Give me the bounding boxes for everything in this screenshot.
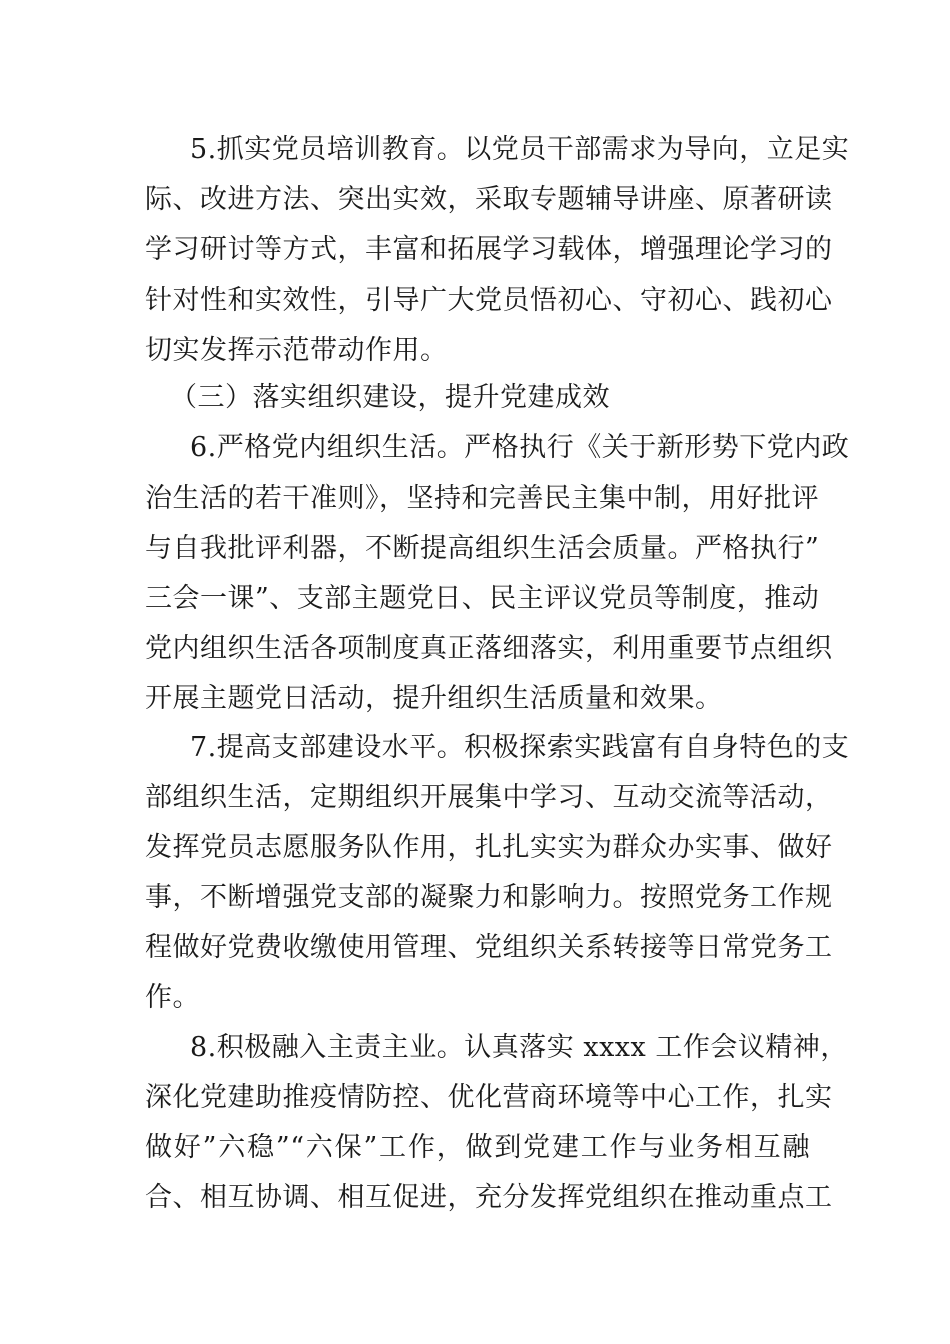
paragraph-line: 部组织生活，定期组织开展集中学习、互动交流等活动， — [145, 782, 833, 813]
paragraph-line: 6.严格党内组织生活。严格执行《关于新形势下党内政 — [190, 432, 850, 463]
paragraph-line: 学习研讨等方式，丰富和拓展学习载体，增强理论学习的 — [145, 234, 833, 265]
paragraph-line: 治生活的若干准则》，坚持和完善民主集中制，用好批评 — [145, 483, 819, 514]
paragraph-line: 作。 — [145, 982, 200, 1013]
paragraph-line: 际、改进方法、突出实效，采取专题辅导讲座、原著研读 — [145, 184, 833, 215]
paragraph-line: 5.抓实党员培训教育。以党员干部需求为导向，立足实 — [190, 134, 850, 165]
paragraph-line: 三会一课”、支部主题党日、民主评议党员等制度，推动 — [145, 583, 820, 614]
paragraph-line: 针对性和实效性，引导广大党员悟初心、守初心、践初心 — [145, 285, 833, 316]
paragraph-line: 7.提高支部建设水平。积极探索实践富有自身特色的支 — [190, 732, 850, 763]
paragraph-line: 8.积极融入主责主业。认真落实 xxxx 工作会议精神， — [190, 1032, 848, 1063]
paragraph-line: 做好”六稳”“六保”工作，做到党建工作与业务相互融 — [145, 1132, 810, 1163]
paragraph-line: 与自我批评利器，不断提高组织生活会质量。严格执行” — [145, 533, 820, 564]
paragraph-line: 党内组织生活各项制度真正落细落实，利用重要节点组织 — [145, 633, 833, 664]
paragraph-line: 程做好党费收缴使用管理、党组织关系转接等日常党务工 — [145, 932, 833, 963]
paragraph-line: 切实发挥示范带动作用。 — [145, 335, 448, 366]
paragraph-line: 深化党建助推疫情防控、优化营商环境等中心工作，扎实 — [145, 1082, 833, 1113]
paragraph-line: 发挥党员志愿服务队作用，扎扎实实为群众办实事、做好 — [145, 832, 833, 863]
section-heading: （三）落实组织建设，提升党建成效 — [170, 382, 610, 413]
paragraph-line: 开展主题党日活动，提升组织生活质量和效果。 — [145, 683, 723, 714]
paragraph-line: 合、相互协调、相互促进，充分发挥党组织在推动重点工 — [145, 1182, 833, 1213]
paragraph-line: 事，不断增强党支部的凝聚力和影响力。按照党务工作规 — [145, 882, 833, 913]
